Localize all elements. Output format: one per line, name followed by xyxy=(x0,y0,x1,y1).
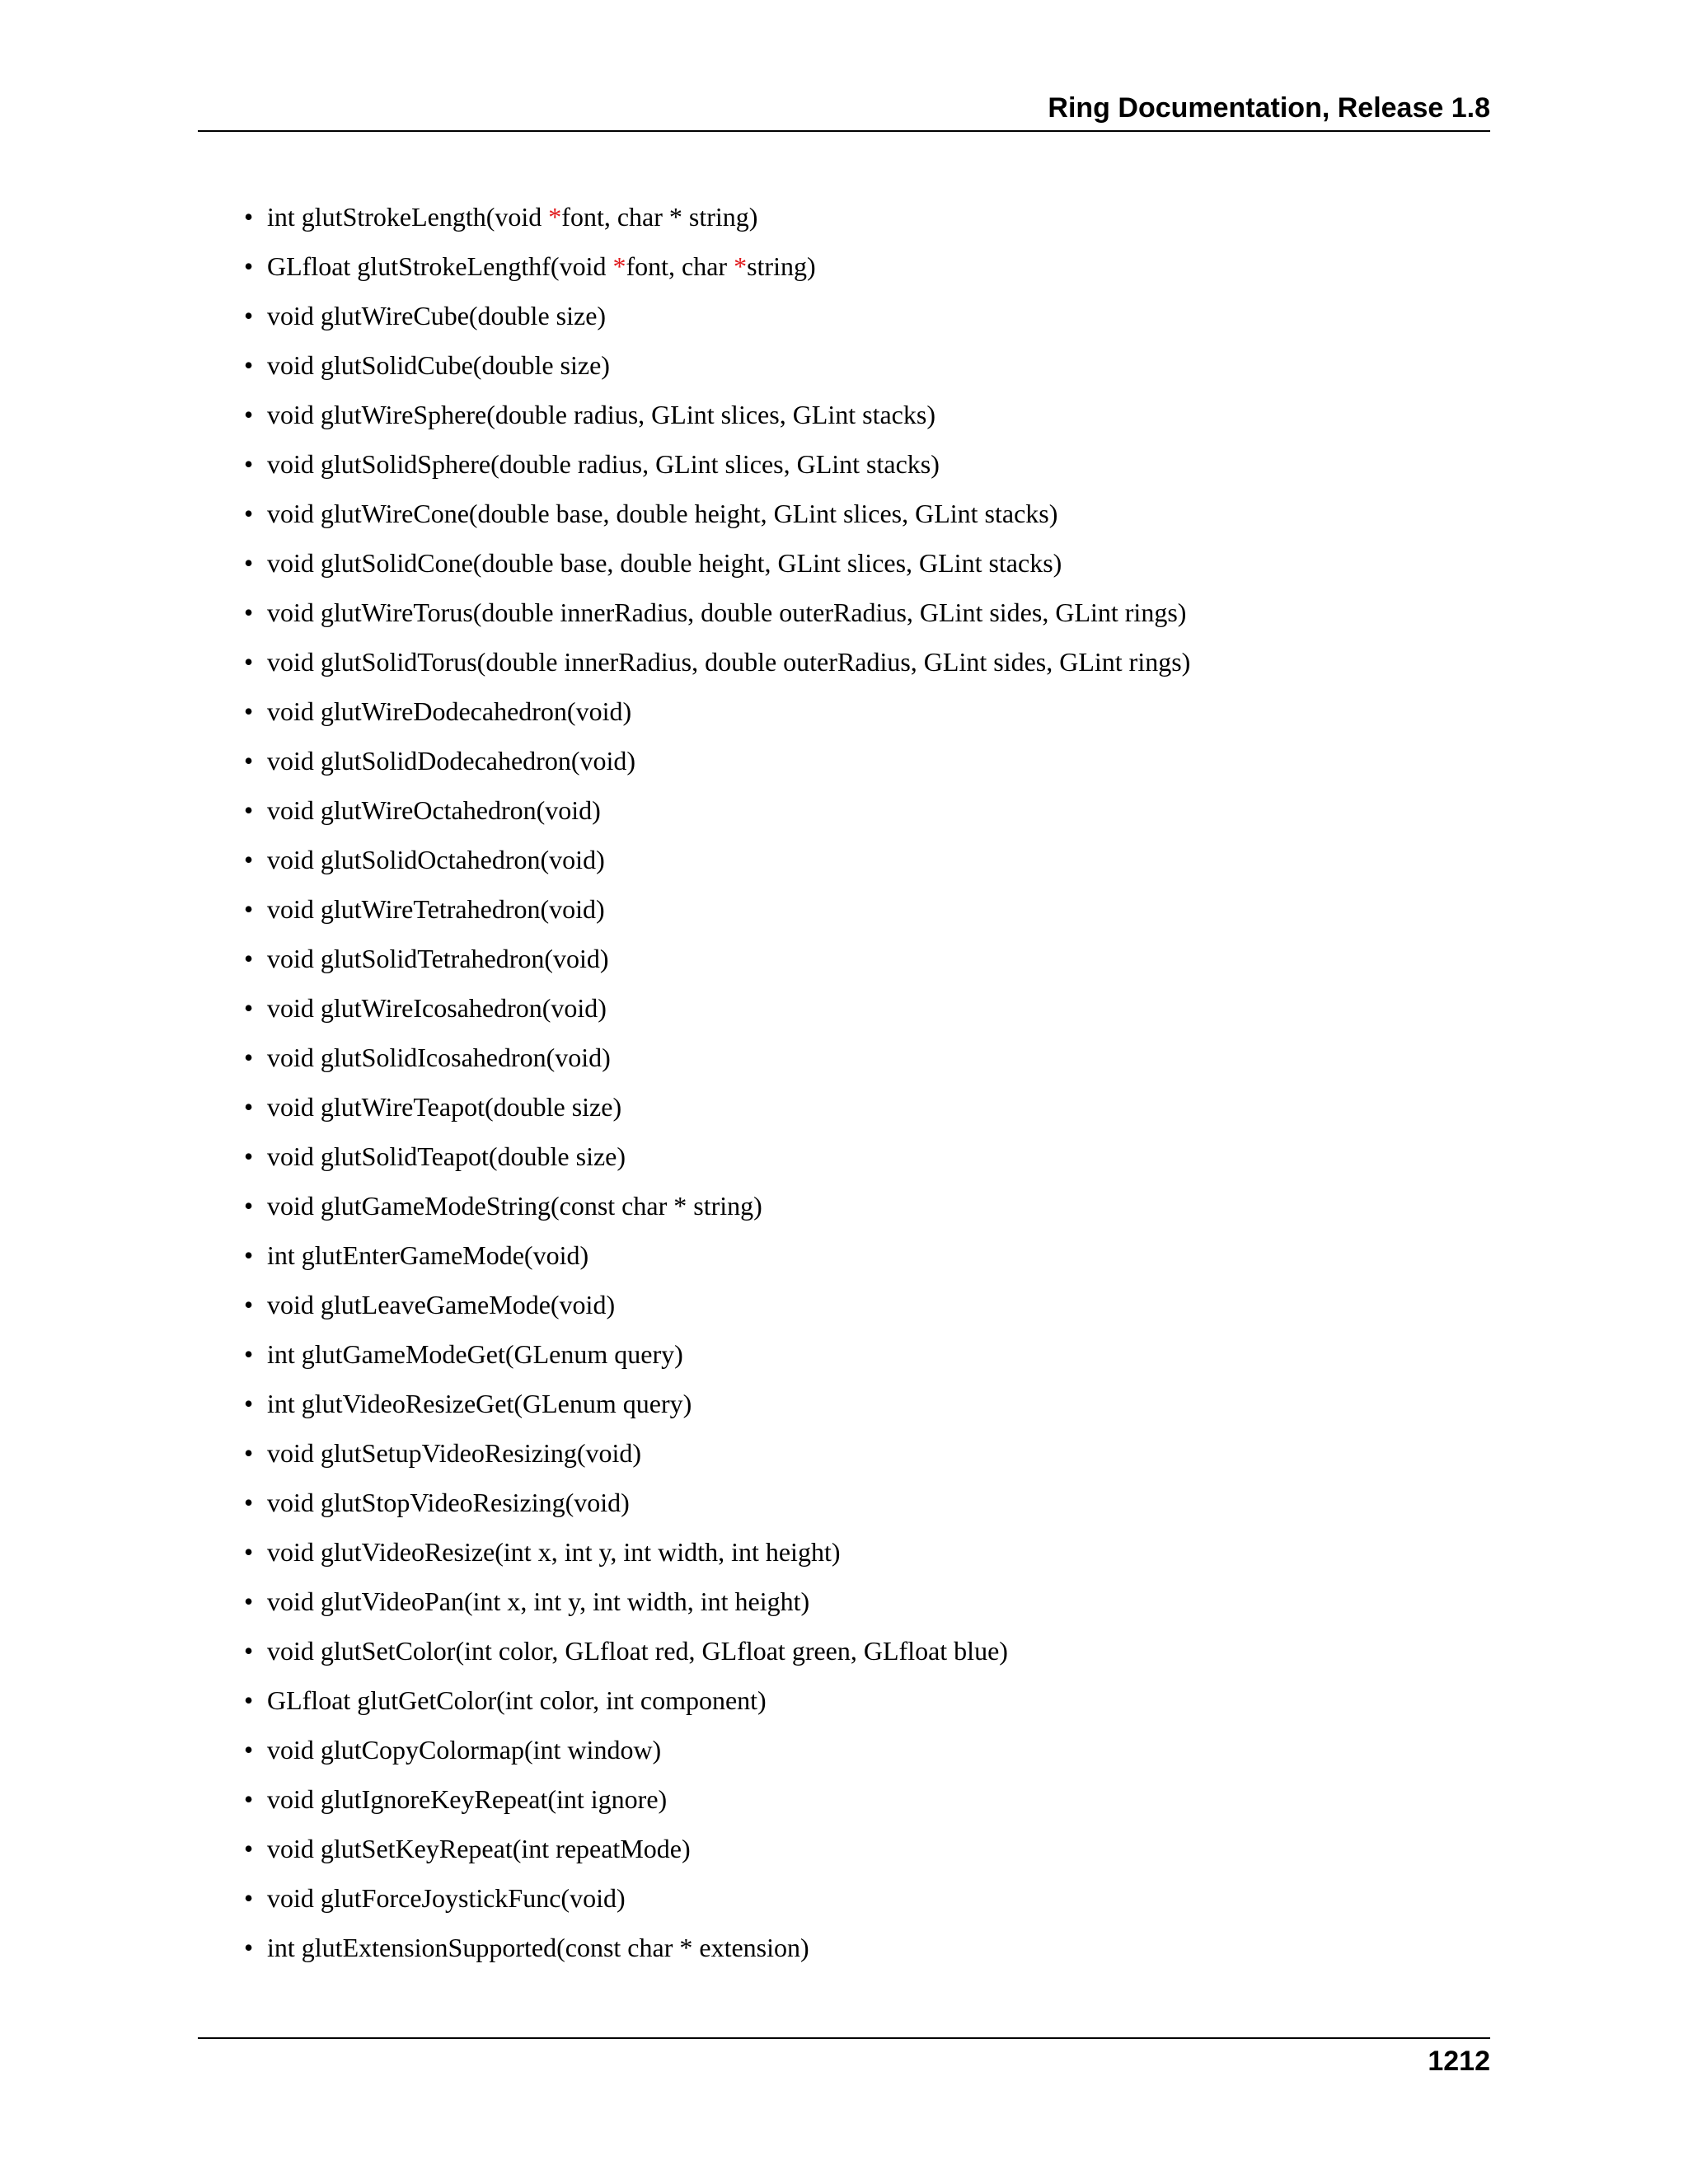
item-text: void glutSolidCone(double base, double height, GLint slices, GLint stacks) xyxy=(267,548,1062,578)
bullet-icon: • xyxy=(244,1636,254,1666)
item-text: void glutWireOctahedron(void) xyxy=(267,795,601,825)
list-item xyxy=(244,246,1190,295)
bullet-icon: • xyxy=(244,1685,254,1715)
bullet-icon: • xyxy=(244,845,254,874)
bullet-icon: • xyxy=(244,1834,254,1863)
bullet-icon: • xyxy=(244,1339,254,1369)
item-text: void glutIgnoreKeyRepeat(int ignore) xyxy=(267,1784,668,1814)
bullet-icon: • xyxy=(244,1735,254,1765)
bullet-icon: • xyxy=(244,944,254,973)
list-item xyxy=(244,344,1190,394)
list-item xyxy=(244,443,1190,493)
item-text: void glutWireSphere(double radius, GLint slices, GLint stacks) xyxy=(267,400,935,429)
running-header-title: Ring Documentation, Release 1.8 xyxy=(1048,92,1490,124)
bullet-icon: • xyxy=(244,1883,254,1913)
list-item xyxy=(244,1729,1190,1779)
list-item xyxy=(244,1779,1190,1828)
bullet-icon: • xyxy=(244,400,254,429)
bullet-icon: • xyxy=(244,894,254,924)
list-item xyxy=(244,1037,1190,1086)
list-item xyxy=(244,542,1190,592)
item-text: void glutLeaveGameMode(void) xyxy=(267,1290,616,1319)
bullet-icon: • xyxy=(244,548,254,578)
item-text: void glutStopVideoResizing(void) xyxy=(267,1488,630,1517)
item-text: void glutSolidIcosahedron(void) xyxy=(267,1043,611,1072)
bullet-icon: • xyxy=(244,1043,254,1072)
item-text: void glutSolidCube(double size) xyxy=(267,350,610,380)
list-item xyxy=(244,1877,1190,1927)
item-text: void glutSolidSphere(double radius, GLint slices, GLint stacks) xyxy=(267,449,940,479)
item-text: int glutStrokeLength(void xyxy=(267,202,549,232)
item-text: void glutVideoResize(int x, int y, int width, int height) xyxy=(267,1537,841,1567)
list-item xyxy=(244,938,1190,987)
list-item xyxy=(244,1680,1190,1729)
bullet-icon: • xyxy=(244,746,254,776)
list-item xyxy=(244,790,1190,839)
bullet-icon: • xyxy=(244,795,254,825)
bullet-icon: • xyxy=(244,1191,254,1221)
list-item xyxy=(244,1086,1190,1136)
list-item xyxy=(244,1630,1190,1680)
list-item xyxy=(244,196,1190,246)
item-text: GLfloat glutGetColor(int color, int component) xyxy=(267,1685,767,1715)
bullet-icon: • xyxy=(244,499,254,528)
list-item xyxy=(244,1284,1190,1333)
bullet-icon: • xyxy=(244,696,254,726)
item-text: void glutWireCone(double base, double height, GLint slices, GLint stacks) xyxy=(267,499,1058,528)
bullet-icon: • xyxy=(244,449,254,479)
item-text: void glutSolidDodecahedron(void) xyxy=(267,746,636,776)
item-text: int glutVideoResizeGet(GLenum query) xyxy=(267,1389,692,1418)
bullet-icon: • xyxy=(244,1290,254,1319)
item-text: void glutSetupVideoResizing(void) xyxy=(267,1438,642,1468)
item-text: font, char xyxy=(626,251,734,281)
bullet-icon: • xyxy=(244,1141,254,1171)
item-text: void glutWireTetrahedron(void) xyxy=(267,894,605,924)
bullet-icon: • xyxy=(244,1438,254,1468)
list-item xyxy=(244,1185,1190,1235)
list-item xyxy=(244,888,1190,938)
item-text: void glutSolidOctahedron(void) xyxy=(267,845,605,874)
bullet-icon: • xyxy=(244,1537,254,1567)
list-item xyxy=(244,1927,1190,1976)
bullet-icon: • xyxy=(244,598,254,627)
list-item xyxy=(244,1235,1190,1284)
bullet-icon: • xyxy=(244,1092,254,1122)
list-item xyxy=(244,493,1190,542)
list-item xyxy=(244,1383,1190,1432)
item-text: int glutEnterGameMode(void) xyxy=(267,1240,589,1270)
item-text: int glutGameModeGet(GLenum query) xyxy=(267,1339,683,1369)
list-item xyxy=(244,295,1190,344)
list-item xyxy=(244,1432,1190,1482)
list-item xyxy=(244,1333,1190,1383)
item-text: void glutCopyColormap(int window) xyxy=(267,1735,662,1765)
highlighted-asterisk: * xyxy=(548,202,562,232)
list-item xyxy=(244,1828,1190,1877)
bullet-icon: • xyxy=(244,647,254,677)
list-item xyxy=(244,394,1190,443)
list-item xyxy=(244,1482,1190,1531)
function-list xyxy=(244,196,1190,1976)
bullet-icon: • xyxy=(244,251,254,281)
item-text: void glutWireTorus(double innerRadius, double outerRadius, GLint sides, GLint rings) xyxy=(267,598,1187,627)
highlighted-asterisk: * xyxy=(612,251,626,281)
bullet-icon: • xyxy=(244,301,254,330)
item-text: void glutWireTeapot(double size) xyxy=(267,1092,622,1122)
list-item xyxy=(244,641,1190,691)
bullet-icon: • xyxy=(244,350,254,380)
list-item xyxy=(244,740,1190,790)
item-text: int glutExtensionSupported(const char * extension) xyxy=(267,1933,809,1962)
list-item xyxy=(244,839,1190,888)
bullet-icon: • xyxy=(244,1784,254,1814)
bullet-icon: • xyxy=(244,993,254,1023)
bullet-icon: • xyxy=(244,1933,254,1962)
item-text: void glutForceJoystickFunc(void) xyxy=(267,1883,626,1913)
list-item xyxy=(244,691,1190,740)
list-item xyxy=(244,987,1190,1037)
item-text: font, char * string) xyxy=(561,202,758,232)
item-text: string) xyxy=(747,251,816,281)
item-text: GLfloat glutStrokeLengthf(void xyxy=(267,251,613,281)
bullet-icon: • xyxy=(244,1586,254,1616)
bullet-icon: • xyxy=(244,1240,254,1270)
bullet-icon: • xyxy=(244,202,254,232)
bullet-icon: • xyxy=(244,1389,254,1418)
item-text: void glutWireCube(double size) xyxy=(267,301,607,330)
highlighted-asterisk: * xyxy=(734,251,748,281)
item-text: void glutGameModeString(const char * string) xyxy=(267,1191,762,1221)
item-text: void glutSetColor(int color, GLfloat red, GLfloat green, GLfloat blue) xyxy=(267,1636,1008,1666)
list-item xyxy=(244,592,1190,641)
item-text: void glutWireIcosahedron(void) xyxy=(267,993,607,1023)
footer-rule xyxy=(198,2037,1490,2039)
item-text: void glutSolidTetrahedron(void) xyxy=(267,944,609,973)
list-item xyxy=(244,1581,1190,1630)
item-text: void glutSolidTeapot(double size) xyxy=(267,1141,626,1171)
header-rule xyxy=(198,130,1490,132)
page-number: 1212 xyxy=(1428,2046,1490,2077)
item-text: void glutSolidTorus(double innerRadius, double outerRadius, GLint sides, GLint rings) xyxy=(267,647,1191,677)
list-item xyxy=(244,1531,1190,1581)
list-item xyxy=(244,1136,1190,1185)
item-text: void glutWireDodecahedron(void) xyxy=(267,696,632,726)
item-text: void glutSetKeyRepeat(int repeatMode) xyxy=(267,1834,691,1863)
item-text: void glutVideoPan(int x, int y, int width, int height) xyxy=(267,1586,810,1616)
bullet-icon: • xyxy=(244,1488,254,1517)
